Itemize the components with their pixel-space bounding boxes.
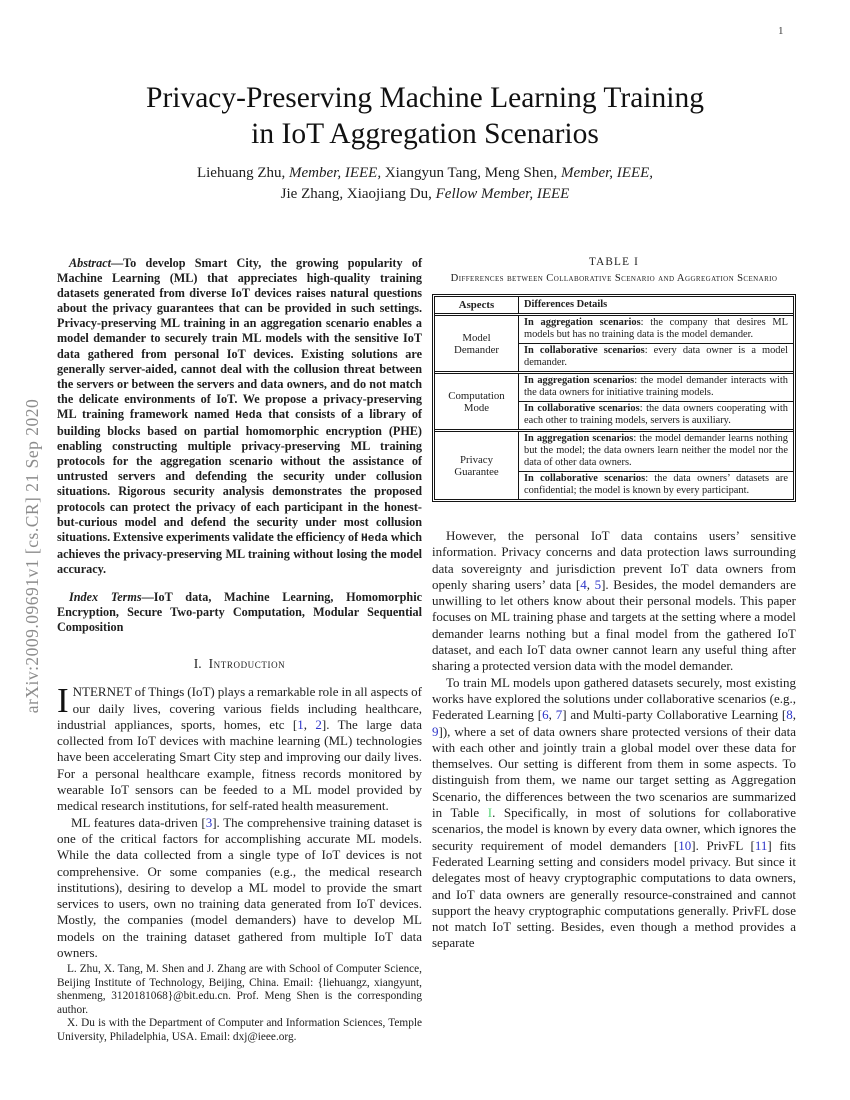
table1-detail-cell: In collaborative scenarios: every data owner is a model demander.: [524, 345, 788, 368]
arxiv-watermark: arXiv:2009.09691v1 [cs.CR] 21 Sep 2020: [22, 398, 42, 714]
table1-row-computation-mode: [435, 374, 793, 432]
table1-header-details: Differences Details: [524, 299, 608, 310]
table1-caption: Differences between Collaborative Scenario and Aggregation Scenario: [450, 272, 778, 284]
table1-aspect-cell: Privacy Guarantee: [435, 432, 519, 499]
citation-link[interactable]: 11: [754, 837, 768, 853]
citation-link[interactable]: 8: [786, 707, 793, 723]
author-footnotes: [57, 963, 422, 1045]
citation-link[interactable]: 3: [205, 814, 213, 830]
footnote-affiliation-1: L. Zhu, X. Tang, M. Shen and J. Zhang are with School of Computer Science, Beijing Institute of Technology, Beijing, China. Email: {liehuangz, xiangyunt, shenmeng, 3120181068}@bit.edu.cn. Prof. Meng Shen is the corresponding author.: [57, 963, 422, 1016]
right-column: [432, 256, 796, 952]
section-heading-introduction: [57, 656, 422, 672]
paper-title-line1: Privacy-Preserving Machine Learning Training: [146, 82, 704, 114]
abstract-paragraph: Abstract—To develop Smart City, the growing popularity of Machine Learning (ML) that appreciates high-quality training datasets generated from diverse IoT devices raises natural questions about the privacy guarantees that can be provided in such settings. Privacy-preserving ML training in an aggregation scenario enables a model demander to securely train ML models with the sensitive IoT data gathered from personal IoT devices. Existing solutions are generally server-aided, cannot deal with the collusion threat between the servers or between the servers and data owners, and do not match the delicate environments of IoT. We propose a privacy-preserving ML training framework named Heda that consists of a library of building blocks based on partial homomorphic encryption (PHE) enabling constructing multiple privacy-preserving ML training protocols for the aggregation scenario without the assistance of untrusted servers and defending the security under collusion situations. Rigorous security analysis demonstrates the proposed protocols can protect the privacy of each participant in the honest-but-curious model and defend the security under most collusion situations. Extensive experiments validate the efficiency of Heda which achieves the privacy-preserving ML training without losing the model accuracy.: [57, 256, 423, 576]
citation-link[interactable]: 4: [580, 576, 587, 592]
citation-link[interactable]: 1: [297, 716, 304, 732]
table1-header-row: [435, 297, 793, 316]
table1-aspect-cell: Computation Mode: [435, 374, 519, 429]
right-paragraph-2: To train ML models upon gathered datasets securely, most existing works have explored the solutions under collaborative scenarios (e.g., Federated Learning [6, 7] and Multi-party Collaborative Learning [8, 9]), where a set of data owners share protected versions of their data with each other and jointly train a global model over these data for themselves. Our setting is different from them in some aspects. To distinguish from them, we name our target setting as Aggregation Scenario, the differences between the two scenarios are summarized in Table I. Specifically, in most of solutions for collaborative scenarios, the model is known by every data owner, which ignores the security requirement of model demanders [10]. PrivFL [11] fits Federated Learning setting and considers model privacy. But since it delegates most of heavy cryptographic computations to data owners, and IoT data owners are generally resource-constrained and cannot support the heavy cryptographic computations generally. PrivFL dose not match IoT setting. Besides, even though a method provides a separate: [432, 674, 797, 951]
intro-paragraph-2: ML features data-driven [3]. The comprehensive training dataset is one of the critical factors for accomplishing accurate ML models. While the data collected from a single type of IoT devices is not comprehensive. Or some companies (e.g., the medical research institutions), desiring to develop a ML model to provide the smart services to users, own no training data generated from IoT devices. Mostly, the companies (model demanders) have to develop ML models on the training dataset gathered from multiple IoT data owners.: [57, 814, 423, 960]
section-name: Introduction: [208, 656, 286, 672]
table1-detail-cell: In collaborative scenarios: the data owners’ datasets are confidential; the model is known by every participant.: [524, 473, 788, 496]
citation-link[interactable]: 9: [432, 723, 439, 739]
table1-row-privacy-guarantee: [435, 432, 793, 499]
table1-caption-block: [432, 256, 796, 285]
table1-row-model-demander: [435, 316, 793, 374]
right-paragraph-1: However, the personal IoT data contains users’ sensitive information. Privacy concerns and data protection laws surrounding data sovereignty and jurisdiction prevent IoT data owners from openly sharing users’ data [4, 5]. Besides, the model demanders are unwilling to let others know about their personal models. This paper focuses on ML training phase and targets at the setting where a model demander learns nothing but a final model from the gathered IoT dataset, and each IoT data owner cannot learn any useful thing after sharing a protected version data with the model demander.: [432, 528, 797, 674]
paper-title: [0, 80, 850, 152]
author-line1: Liehuang Zhu, Member, IEEE, Xiangyun Tang, Meng Shen, Member, IEEE,: [196, 165, 654, 181]
intro-paragraph-1: INTERNET of Things (IoT) plays a remarkable role in all aspects of our daily lives, covering various fields including healthcare, industrial appliances, sports, homes, etc [1, 2]. The large data collected from IoT devices with machine learning (ML) technologies have been accelerating Smart City step and improving our daily lives. For a personal healthcare example, fitness records monitored by wearable IoT sensors can be feeded to a ML model provided by medical research institutions, for self-rated health measurement.: [57, 681, 423, 814]
citation-link[interactable]: 5: [594, 576, 602, 592]
table1-label: TABLE I: [588, 256, 640, 268]
table-ref-link[interactable]: I: [487, 805, 493, 821]
paper-title-line2: in IoT Aggregation Scenarios: [251, 118, 599, 150]
citation-link[interactable]: 2: [315, 716, 322, 732]
table1-detail-cell: In collaborative scenarios: the data owners cooperating with each other to training models, servers is auxiliary.: [524, 403, 789, 426]
citation-link[interactable]: 10: [678, 837, 692, 853]
section-number: I.: [193, 656, 202, 672]
citation-link[interactable]: 7: [555, 707, 563, 723]
table1-header-aspects: Aspects: [435, 297, 519, 313]
author-block: [0, 163, 850, 205]
author-line2: Jie Zhang, Xiaojiang Du, Fellow Member, IEEE: [280, 186, 570, 202]
dropcap-letter: I: [57, 681, 69, 721]
footnote-affiliation-2: X. Du is with the Department of Computer and Information Sciences, Temple University, Philadelphia, USA. Email: dxj@ieee.org.: [57, 1017, 422, 1043]
page-number: 1: [778, 25, 784, 37]
table1-detail-cell: In aggregation scenarios: the model demander learns nothing but the model; the data owners learn neither the model nor the data of other data owners.: [519, 432, 793, 472]
index-terms-paragraph: Index Terms—IoT data, Machine Learning, Homomorphic Encryption, Secure Two-party Computation, Modular Sequential Composition: [57, 589, 422, 635]
table1: [432, 294, 796, 502]
table1-detail-cell: In aggregation scenarios: the company that desires ML models but has no training data is the model demander.: [519, 316, 793, 344]
citation-link[interactable]: 6: [542, 707, 549, 723]
table1-detail-cell: In aggregation scenarios: the model demander interacts with the data owners for initiative training models.: [519, 374, 793, 402]
table1-aspect-cell: Model Demander: [435, 316, 519, 371]
left-column: [57, 256, 422, 961]
